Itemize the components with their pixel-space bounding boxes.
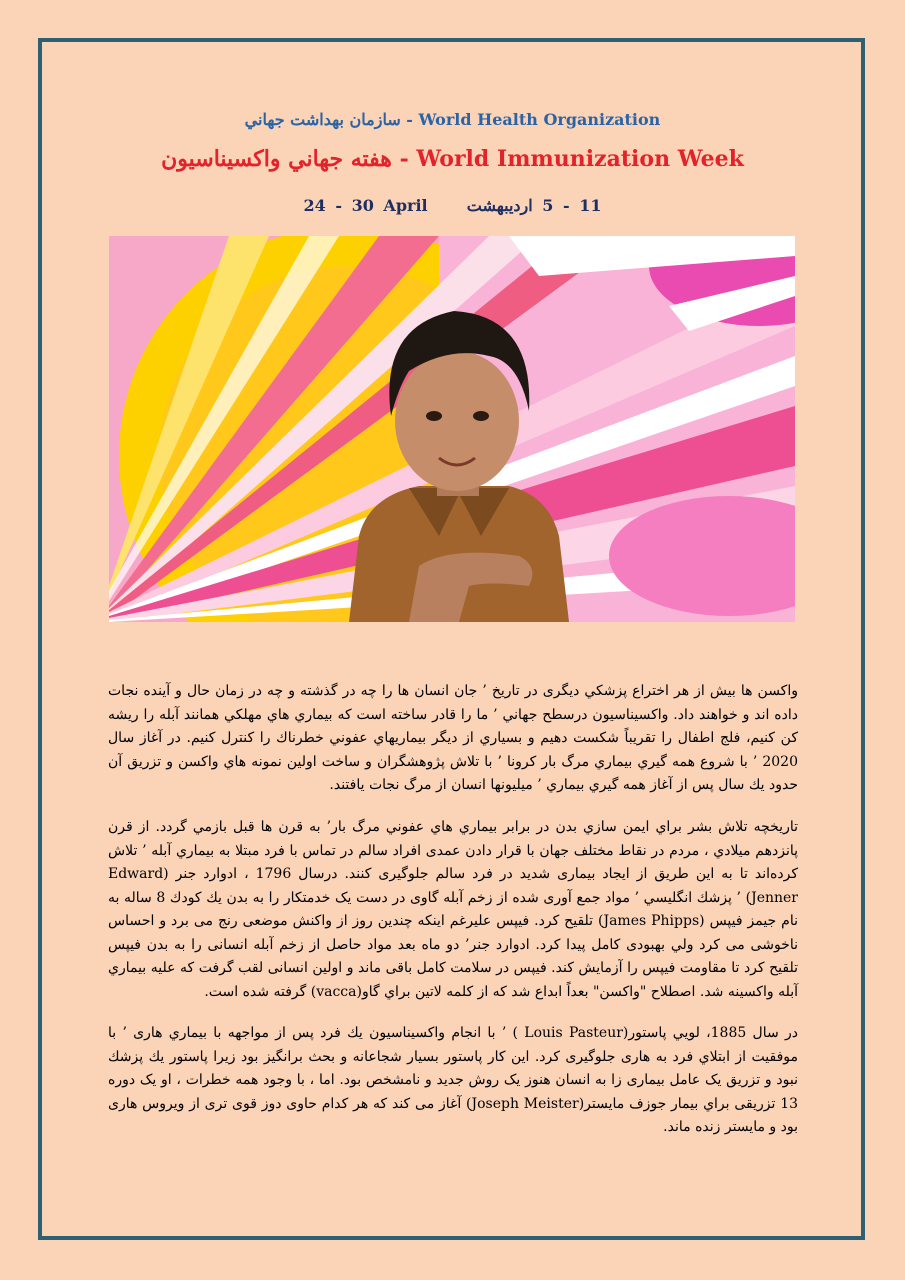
hero-illustration bbox=[109, 236, 795, 622]
paragraph-1: واكسن ها بيش از هر اختراع پزشكي ديگری در تاريخ ’ جان انسان ها را چه در گذشته و چه در زمان حال و آينده نجات داده اند و خواهند داد. واكسيناسيون درسطح جهاني ’ ما را قادر ساخته است كه بيماري هاي مهلكي همانند آبله را ريشه كن كنيم، فلج اطفال را تقريباً شكست دهيم و بسياري از ديگر بيماريهاي عفوني خطرناك را كنترل كنيم. در آغاز سال 2020 ’ با شروع همه گيري بيماري مرگ بار كرونا ’ با تلاش پژوهشگران و ساخت اولين نمونه هاي واكسن و تزريق آن حدود يك سال پس از آغاز همه گيري بيماري ’ ميليونها انسان از مرگ نجات يافتند. bbox=[108, 683, 798, 793]
dates-persian: 11 - 5 اردیبهشت bbox=[466, 196, 602, 215]
paragraph-2: تاريخچه تلاش بشر براي ايمن سازي بدن در برابر بيماري هاي عفوني مرگ بار’ به قرن ها قبل بازمي گردد. از قرن پانزدهم ميلادي ، مردم در نقاط مختلف جهان با قرار دادن عمدی افراد سالم در تماس با فرد مبتلا به بيماري آبله ’ تلاش كرده‌اند تا به اين طريق از ايجاد بيماری شديد در فرد سالم جلوگيری كنند. درسال 1796 ، ادوارد جنر (Edward Jenner) ’ پزشك انگليسي ’ مواد جمع آوری شده از زخم آبله گاوی در دست يک خدمتكار را به بدن يك كودك 8 ساله به نام جيمز فيپس (James Phipps) تلقيح كرد. فيپس عليرغم اينكه چندين روز از واكنش موضعی رنج می برد و احساس ناخوشی می كرد ولي بهبودی كامل پيدا كرد. ادوارد جنر’ دو ماه بعد مواد حاصل از زخم آبله انسانی را به بدن فيپس تلقيح كرد تا مقاومت فيپس را آزمايش كند. فيپس در سلامت كامل باقی ماند و اولين انسانی لقب گرفت كه عليه بيماري آبله واكسينه شد. اصطلاح "واكسن" بعداً ابداع شد كه از كلمه لاتين براي گاو(vacca) گرفته شده است. bbox=[108, 819, 798, 1000]
child-vaccination-image bbox=[109, 236, 795, 622]
event-dates bbox=[0, 196, 905, 215]
organization-name: سازمان بهداشت جهاني - World Health Organization bbox=[244, 110, 661, 129]
dates-english: 24 - 30 April bbox=[303, 196, 428, 215]
page-title: هفته جهاني واكسيناسيون - World Immunization Week bbox=[161, 146, 744, 172]
paragraph-3: در سال 1885، لويي پاستور(Louis Pasteur ) ’ با انجام واكسيناسيون يك فرد پس از مواجهه با بيماري هاری ’ با موفقيت از ابتلاي فرد به هاری جلوگيری كرد. اين كار پاستور بسيار شجاعانه و بحث برانگيز بود زيرا پاستور يك پزشك نبود و تزريق يک عامل بيماری زا به انسان هنوز يک روش جديد و نامشخص بود. اما ، با وجود همه خطرات ، او يک دوره 13 تزريقی براي بيمار جوزف مايستر(Joseph Meister) آغاز می كند كه هر كدام حاوی دوز قوی تری از ويروس هاری بود و مايستر زنده ماند. bbox=[108, 1025, 799, 1135]
